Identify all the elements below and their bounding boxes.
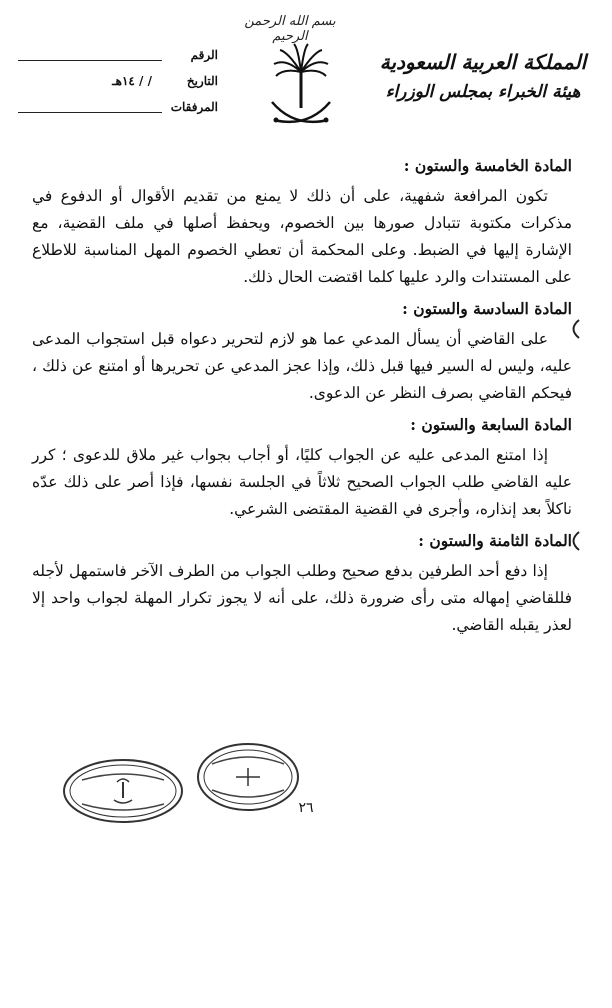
attachments-label: المرفقات <box>170 100 218 114</box>
article-text: تكون المرافعة شفهية، على أن ذلك لا يمنع من تقديم الأقوال أو الدفوع في مذكرات مكتوبة تتبادل صورها بين الخصوم، ويحفظ أصلها في ملف القضية، مع الإشارة إليها في الضبط. وعلى المحكمة أن تعطي الخصوم المهل المناسبة للاطلاع على المستندات والرد عليها كلما اقتضت الحال ذلك. <box>32 187 572 286</box>
article-text: إذا دفع أحد الطرفين بدفع صحيح وطلب الجواب من الطرف الآخر فاستمهل لأجله فللقاضي إمهاله متى رأى ضرورة ذلك، على أنه لا يجوز تكرار المهلة لجواب واحد إلا لعذر يقبله القاضي. <box>32 562 572 634</box>
official-seal-icon <box>196 742 300 812</box>
article-65 <box>32 152 572 291</box>
article-heading: المادة الخامسة والستون : <box>403 156 572 175</box>
margin-mark-icon <box>568 530 582 552</box>
date-row <box>18 72 218 98</box>
article-text: على القاضي أن يسأل المدعي عما هو لازم لتحرير دعواه قبل استجواب المدعى عليه، وليس له السير فيها قبل ذلك، وإذا عجز المدعي عن تحريرها أو امتنع عن ذلك ، فيحكم القاضي بصرف النظر عن الدعوى. <box>32 330 572 402</box>
article-66 <box>32 295 572 407</box>
reference-block <box>18 46 218 124</box>
saudi-emblem-icon <box>264 42 338 134</box>
ref-number-row <box>18 46 218 72</box>
margin-mark-icon <box>568 318 582 340</box>
date-label: التاريخ <box>186 74 218 88</box>
kingdom-title: المملكة العربية السعودية <box>379 50 587 74</box>
date-value: / / ١٤هـ <box>112 74 152 88</box>
article-heading: المادة الثامنة والستون : <box>418 531 572 550</box>
article-67 <box>32 411 572 523</box>
page-number: ٢٦ <box>298 800 314 816</box>
basmala: بسم الله الرحمن الرحيم <box>244 14 336 44</box>
articles-body <box>32 152 572 643</box>
article-68 <box>32 527 572 639</box>
article-text: إذا امتنع المدعى عليه عن الجواب كليًا، أو أجاب بجواب غير ملاق للدعوى ؛ كرر عليه القاضي طلب الجواب الصحيح ثلاثاً في الجلسة نفسها، فإذا أصر على ذلك عدّه ناكلاً بعد إنذاره، وأجرى في القضية المقتضى الشرعي. <box>32 446 572 518</box>
ref-number-label: الرقم <box>190 48 218 62</box>
ref-number-line <box>18 60 162 61</box>
attachments-line <box>18 112 162 113</box>
article-heading: المادة السابعة والستون : <box>410 415 572 434</box>
agency-title: هيئة الخبراء بمجلس الوزراء <box>385 82 581 102</box>
official-seal-icon <box>62 758 184 824</box>
article-heading: المادة السادسة والستون : <box>402 299 572 318</box>
attachments-row <box>18 98 218 124</box>
